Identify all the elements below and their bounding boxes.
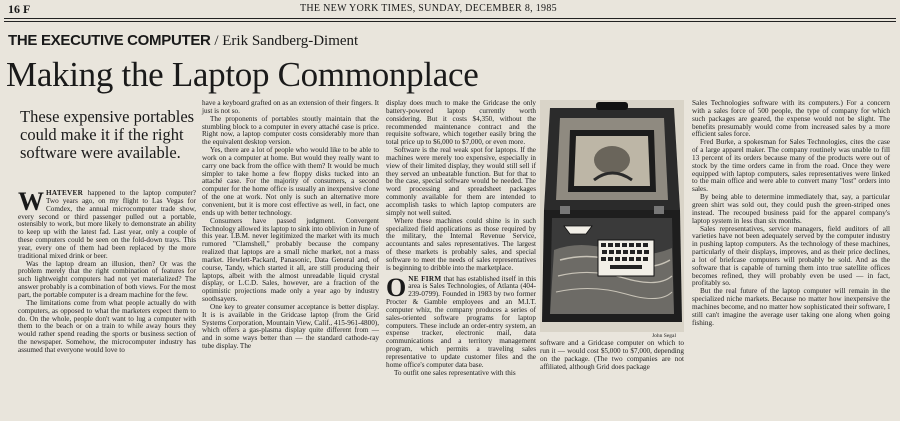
top-rule-double — [4, 21, 896, 22]
laptop-illustration — [540, 100, 684, 332]
kicker-title: THE EXECUTIVE COMPUTER — [8, 32, 211, 49]
paragraph: The proponents of portables stoutly maintain that the stumbling block to a computer in every attaché case is price. Right now, a laptop computer costs considerably more than the equivalent desktop version. — [202, 114, 379, 147]
top-rule — [4, 18, 896, 19]
paragraph: To outfit one sales representative with this — [394, 368, 516, 377]
paragraph: Yes, there are a lot of people who would like to be able to work on a computer at home. But would they really want to carry one back from the office with them? It would be much simpler to take home a few floppy disks tucked into an attaché case. For the majority of consumers, a second computer for the home office is usually an inexpensive clone of the one at work. Not only is such an alternative more convenient, but it is more cost effective as well, in fact, one ends up with better technology. — [202, 146, 379, 217]
paragraph: display does much to make the Gridcase the only battery-powered laptop currently worth considering. But it costs $4,350, without the recommended maintenance contract and the requisite software, which together easily bring the total price up to $6,000 to $7,000, or even more. — [386, 99, 536, 147]
paragraph: But the real future of the laptop computer will remain in the specialized niche markets. Because no matter how inexpensive the machines become, and no matter how sophisticated their software, I still can't imagine the average user taking one along when going fishing. — [692, 287, 890, 327]
column-kicker — [8, 32, 358, 50]
article-column-3 — [386, 100, 536, 378]
drop-cap: W — [18, 187, 44, 216]
paragraph: have a keyboard grafted on as an extension of their fingers. It just is not so. — [202, 99, 379, 115]
paragraph: Where these machines could shine is in such specialized field applications as those required by the military, the Internal Revenue Service, accountants and sales representatives. The largest of these markets is probably sales, and special software to meet the needs of sales representatives is beginning to dribble into the marketplace. — [386, 216, 536, 272]
paragraph: By being able to determine immediately that, say, a particular green shirt was sold out, they could push the green-striped ones instead. The recouped business paid for the apparel company's laptop system in less than six months. — [692, 193, 890, 225]
article-column-4 — [540, 340, 684, 371]
photo-credit: John Segal — [652, 333, 676, 339]
kicker-author: / Erik Sandberg-Diment — [210, 33, 359, 49]
paragraph: The limitations come from what people actually do with computers, as opposed to what the marketers expect them to do. On the whole, people don't want to lug a computer with them to the beach or on a train to while away hours they would rather spend reading the sports or business section of the newspaper. Somehow, the microcomputer industry has assumed that everyone would love to — [18, 298, 196, 354]
pull-quote: These expensive portables could make it if the right software were available. — [20, 107, 195, 162]
lead-caps: HATEVER — [46, 189, 84, 197]
paragraph: software and a Gridcase computer on which to run it — would cost $5,000 to $7,000, depending on the package. (The two companies are not affiliated, although Grid does package — [540, 339, 684, 371]
headline: Making the Laptop Commonplace — [6, 55, 479, 94]
drop-cap: O — [386, 272, 407, 302]
paragraph — [18, 187, 196, 261]
paragraph-text: that has established itself in this area is Sales Technologies, of Atlanta (404- 239-0799). Founded in 1983 by two former Procter & Gamble employees and an M.I.T. computer whiz, the company produces a series of sales-oriented software programs for laptop computers. These include an order-entry system, an expense tracker, electronic mail, data communications and a territory management program, which permits a traveling sales representative to update customer files and the home office's computer data base. — [386, 274, 536, 369]
paragraph-text: happened to the laptop computer? Two years ago, on my flight to Las Vegas for Comdex, the annual microcomputer trade show, every second or third passenger pulled out a portable, ostensibly to work, but more likely to demonstrate an ability to keep up with the latest fad. Last year, only a couple of these computers could be seen on the fold-down trays. This year, every one of them had been replaced by the more traditional mixed drink or beer. — [18, 189, 196, 260]
paragraph: Software is the real weak spot for laptops. If the machines were merely too expensive, especially in view of their limited display, they would still sell if they served an unbeatable function. But for that to be the case, special software would be needed. The word processing and spreadsheet packages commonly available for them are intended to accomplish tasks to which laptop computers are simply not well suited. — [386, 146, 536, 217]
paragraph: Was the laptop dream an illusion, then? Or was the problem merely that the right combination of features for such lightweight computers had not yet materialized? The answer probably is a combination of both views. For the most part, the portable computer is a dream machine for the few. — [18, 259, 196, 299]
masthead: THE NEW YORK TIMES, SUNDAY, DECEMBER 8, 1985 — [300, 3, 557, 14]
article-column-5 — [692, 100, 890, 327]
article-column-2 — [202, 100, 379, 351]
paragraph: Fred Burke, a spokesman for Sales Technologies, cites the case of a large apparel maker. The company routinely was unable to fill 13 percent of its orders because many of the products were out of stock by the time orders came in from the road. Once they were equipped with laptop computers, sales representatives were linked to the main office and were able to convert many "lost" orders into sales. — [692, 138, 890, 194]
page-number: 16 F — [8, 2, 31, 16]
lead-caps: NE FIRM — [408, 274, 442, 283]
paragraph — [386, 272, 536, 370]
paragraph: Sales representatives, service managers, field auditors of all varieties have not been adequately served by the computer industry in pushing laptop computers. As the technology of these machines, particularly of their displays, improves, and as their price declines, a lot of briefcase computers will probably be sold. And as the software that is capable of turning them into true satellite offices becomes refined, they will probably even be used — in fact, profitably so. — [692, 224, 890, 288]
paragraph: Consumers have passed judgment. Convergent Technology allowed its laptop to sink into oblivion in June of this year. I.B.M. never legitimized the market with its much rumored "Clamshell," probably because the company realized that laptops are a small niche market, not a mass market. Hewlett-Packard, Panasonic, Data General and, of course, Tandy, which started it all, are still producing their laptops, albeit with the almost unreadable liquid crystal display, or L.C.D. Sales, however, are a fraction of the optimistic projections made only a year ago by industry soothsayers. — [202, 216, 379, 304]
article-column-1 — [18, 187, 196, 355]
paragraph: One key to greater consumer acceptance is better display. It is is available in the Gridcase laptop (from the Grid Systems Corporation, Mountain View, Calif., 415-961-4800), which offers a gas-plasma display quite different from — and in some ways better than — the standard cathode-ray tube display. The — [202, 302, 379, 351]
paragraph: Sales Technologies software with its computers.) For a concern with a sales force of 500 people, the type of company for which such packages are geared, the expense would not be slight. The benefits presumably would come from increased sales by a more efficient sales force. — [692, 99, 890, 139]
